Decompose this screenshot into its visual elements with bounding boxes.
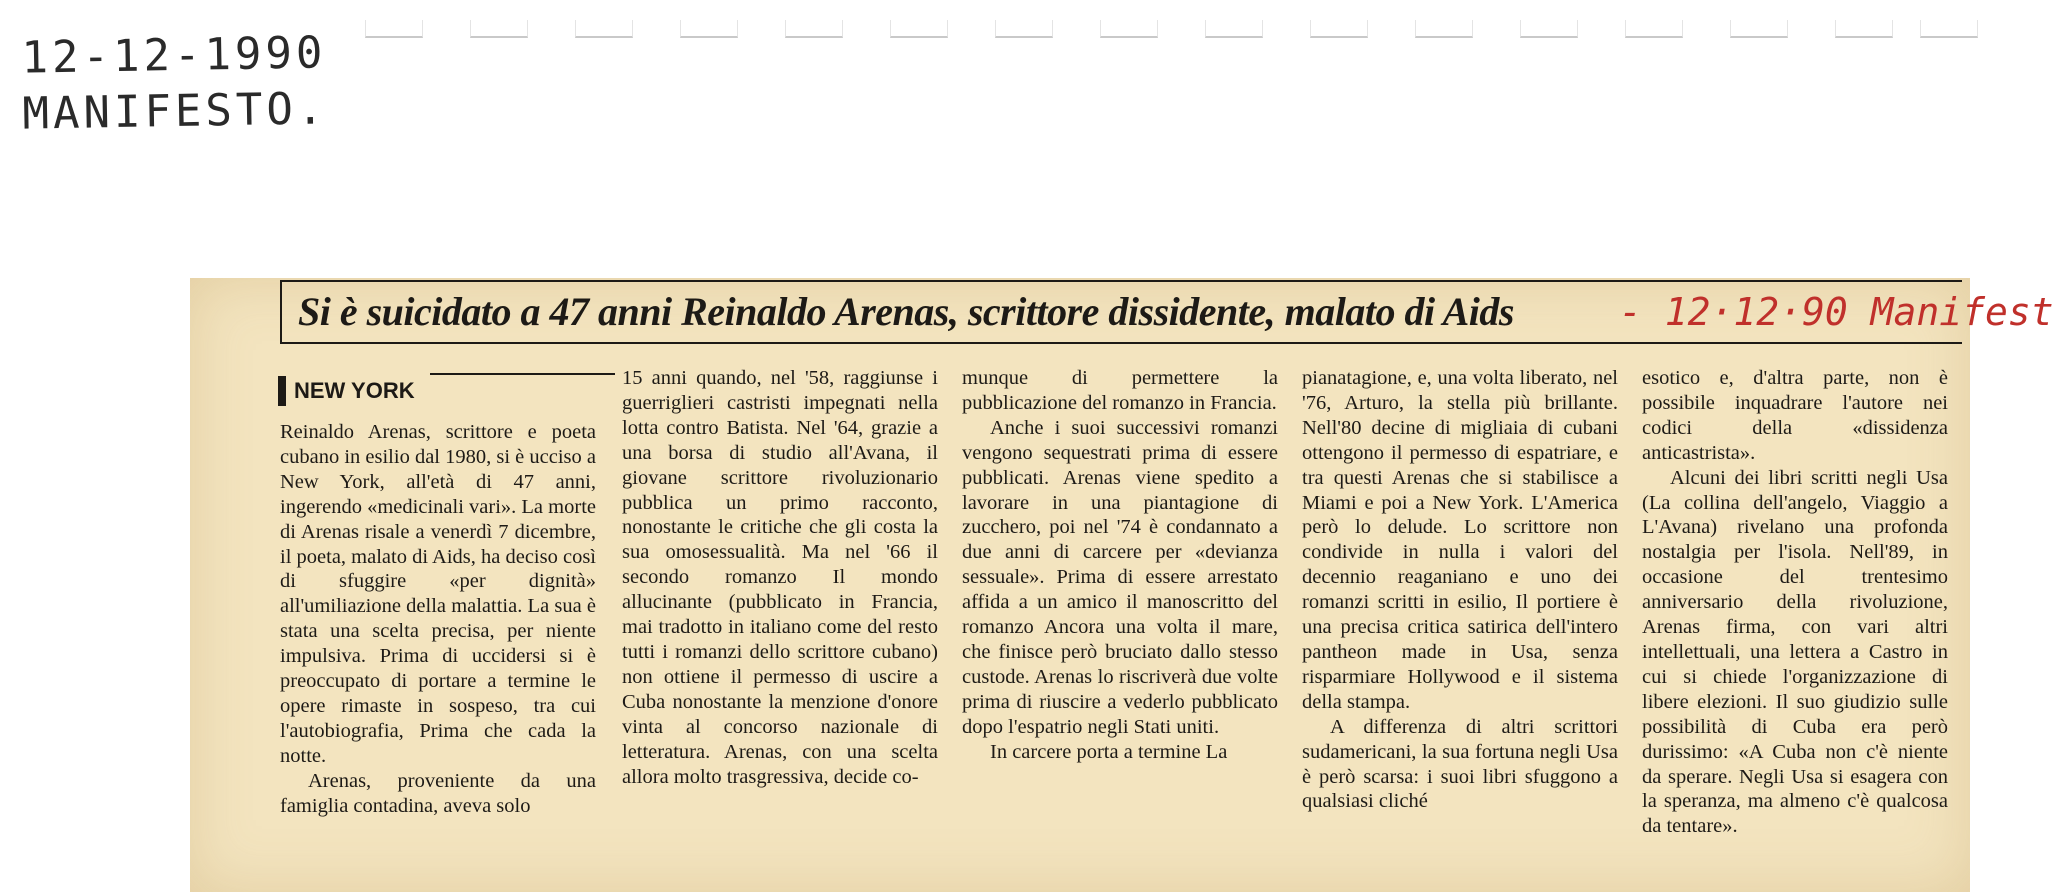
paragraph: In carcere porta a termine La bbox=[990, 740, 1228, 763]
binder-mark bbox=[1100, 20, 1158, 38]
paragraph: munque di permettere la pubblicazione del romanzo in Francia. bbox=[962, 367, 1278, 414]
article-column-1 bbox=[280, 420, 596, 819]
headline-box bbox=[280, 280, 2054, 344]
binder-mark bbox=[680, 20, 738, 38]
headline: Si è suicidato a 47 anni Reinaldo Arenas, scrittore dissidente, malato di Aids bbox=[298, 289, 1514, 334]
handwritten-source: MANIFESTO. bbox=[22, 83, 328, 140]
article-column-3 bbox=[962, 366, 1278, 765]
dateline-rule bbox=[430, 373, 615, 375]
article-column-5 bbox=[1642, 366, 1948, 839]
binder-mark bbox=[890, 20, 948, 38]
binder-mark bbox=[1730, 20, 1788, 38]
paragraph: pianatagione, e, una volta liberato, nel '76, Arturo, la stella più brillante. Nell'80 decine di migliaia di cubani ottengono il permesso di espatriare, e tra questi Arenas che si stabilisce a Miami e poi a New York. L'America però lo delude. Lo scrittore non condivide in nulla i valori del decennio reaganiano e uno dei romanzi scritti in esilio, Il portiere è una precisa critica satirica dell'intero pantheon made in Usa, senza risparmiare Hollywood e il sistema della stampa. bbox=[1302, 367, 1618, 713]
paragraph: 15 anni quando, nel '58, raggiunse i guerriglieri castristi impegnati nella lotta contro Batista. Nel '64, grazie a una borsa di studio all'Avana, il giovane scrittore rivoluzionario pubblica un primo racconto, nonostante le critiche che gli costa la sua omosessualità. Ma nel '66 il secondo romanzo Il mondo allucinante (pubblicato in Francia, mai tradotto in italiano come del resto tutti i romanzi dello scrittore cubano) non ottiene il permesso di uscire a Cuba nonostante la menzione d'onore vinta al concorso nazionale di letteratura. Arenas, con una scelta allora molto trasgressiva, decide co- bbox=[622, 367, 938, 788]
binder-mark bbox=[1520, 20, 1578, 38]
binder-mark bbox=[1625, 20, 1683, 38]
paragraph: A differenza di altri scrittori sudamericani, la sua fortuna negli Usa è però scarsa: i suoi libri sfuggono a qualsiasi cliché bbox=[1302, 715, 1618, 813]
article-column-4 bbox=[1302, 366, 1618, 814]
paragraph: Reinaldo Arenas, scrittore e poeta cubano in esilio dal 1980, si è ucciso a New York, all'età di 47 anni, ingerendo «medicinali vari». La morte di Arenas risale a venerdì 7 dicembre, il poeta, malato di Aids, ha deciso così di sfuggire «per dignità» all'umiliazione della malattia. La sua è stata una scelta precisa, per niente impulsiva. Prima di uccidersi si è preoccupato di portare a termine le opere rimaste in sospeso, tra cui l'autobiografia, Prima che cada la notte. bbox=[280, 421, 596, 767]
paragraph: esotico e, d'altra parte, non è possibile inquadrare l'autore nei codici della «dissidenza anticastrista». bbox=[1642, 367, 1948, 464]
handwritten-date: 12-12-1990 bbox=[21, 27, 327, 84]
binder-mark bbox=[575, 20, 633, 38]
handwritten-note bbox=[21, 25, 328, 142]
paragraph: Alcuni dei libri scritti negli Usa (La collina dell'angelo, Viaggio a L'Avana) rivelano una profonda nostalgia per l'isola. Nell'89, in occasione del trentesimo anniversario della rivoluzione, Arenas firma, con vari altri intellettuali, una lettera a Castro in cui si chiede l'organizzazione di libere elezioni. Il suo giudizio sulle possibilità di Cuba era però durissimo: «A Cuba non c'è niente da sperare. Negli Usa si esagera con la speranza, ma almeno c'è qualcosa da tentare». bbox=[1642, 466, 1948, 838]
binder-mark bbox=[470, 20, 528, 38]
binder-mark bbox=[1835, 20, 1893, 38]
binder-mark bbox=[1310, 20, 1368, 38]
binder-mark bbox=[365, 20, 423, 38]
paragraph: Anche i suoi successivi romanzi vengono sequestrati prima di essere pubblicati. Arenas viene spedito a lavorare in una piantagione di zucchero, poi nel '74 è condannato a due anni di carcere per «devianza sessuale». Prima di essere arrestato affida a un amico il manoscritto del romanzo Ancora una volta il mare, che finisce però bruciato dallo stesso custode. Arenas lo riscriverà due volte prima di riuscire a vederlo pubblicato dopo l'espatrio negli Stati uniti. bbox=[962, 416, 1278, 738]
binder-mark bbox=[785, 20, 843, 38]
dateline: NEW YORK bbox=[294, 378, 415, 403]
binder-mark bbox=[1920, 20, 1978, 38]
binder-mark bbox=[995, 20, 1053, 38]
dateline-bar bbox=[278, 376, 286, 406]
handwritten-red-date: - 12·12·90 Manifest bbox=[1619, 290, 2054, 334]
binder-mark bbox=[1415, 20, 1473, 38]
binder-mark bbox=[1205, 20, 1263, 38]
paragraph: Arenas, proveniente da una famiglia contadina, aveva solo bbox=[280, 769, 596, 817]
newspaper-clipping bbox=[190, 278, 2054, 892]
article-column-2 bbox=[622, 366, 938, 789]
